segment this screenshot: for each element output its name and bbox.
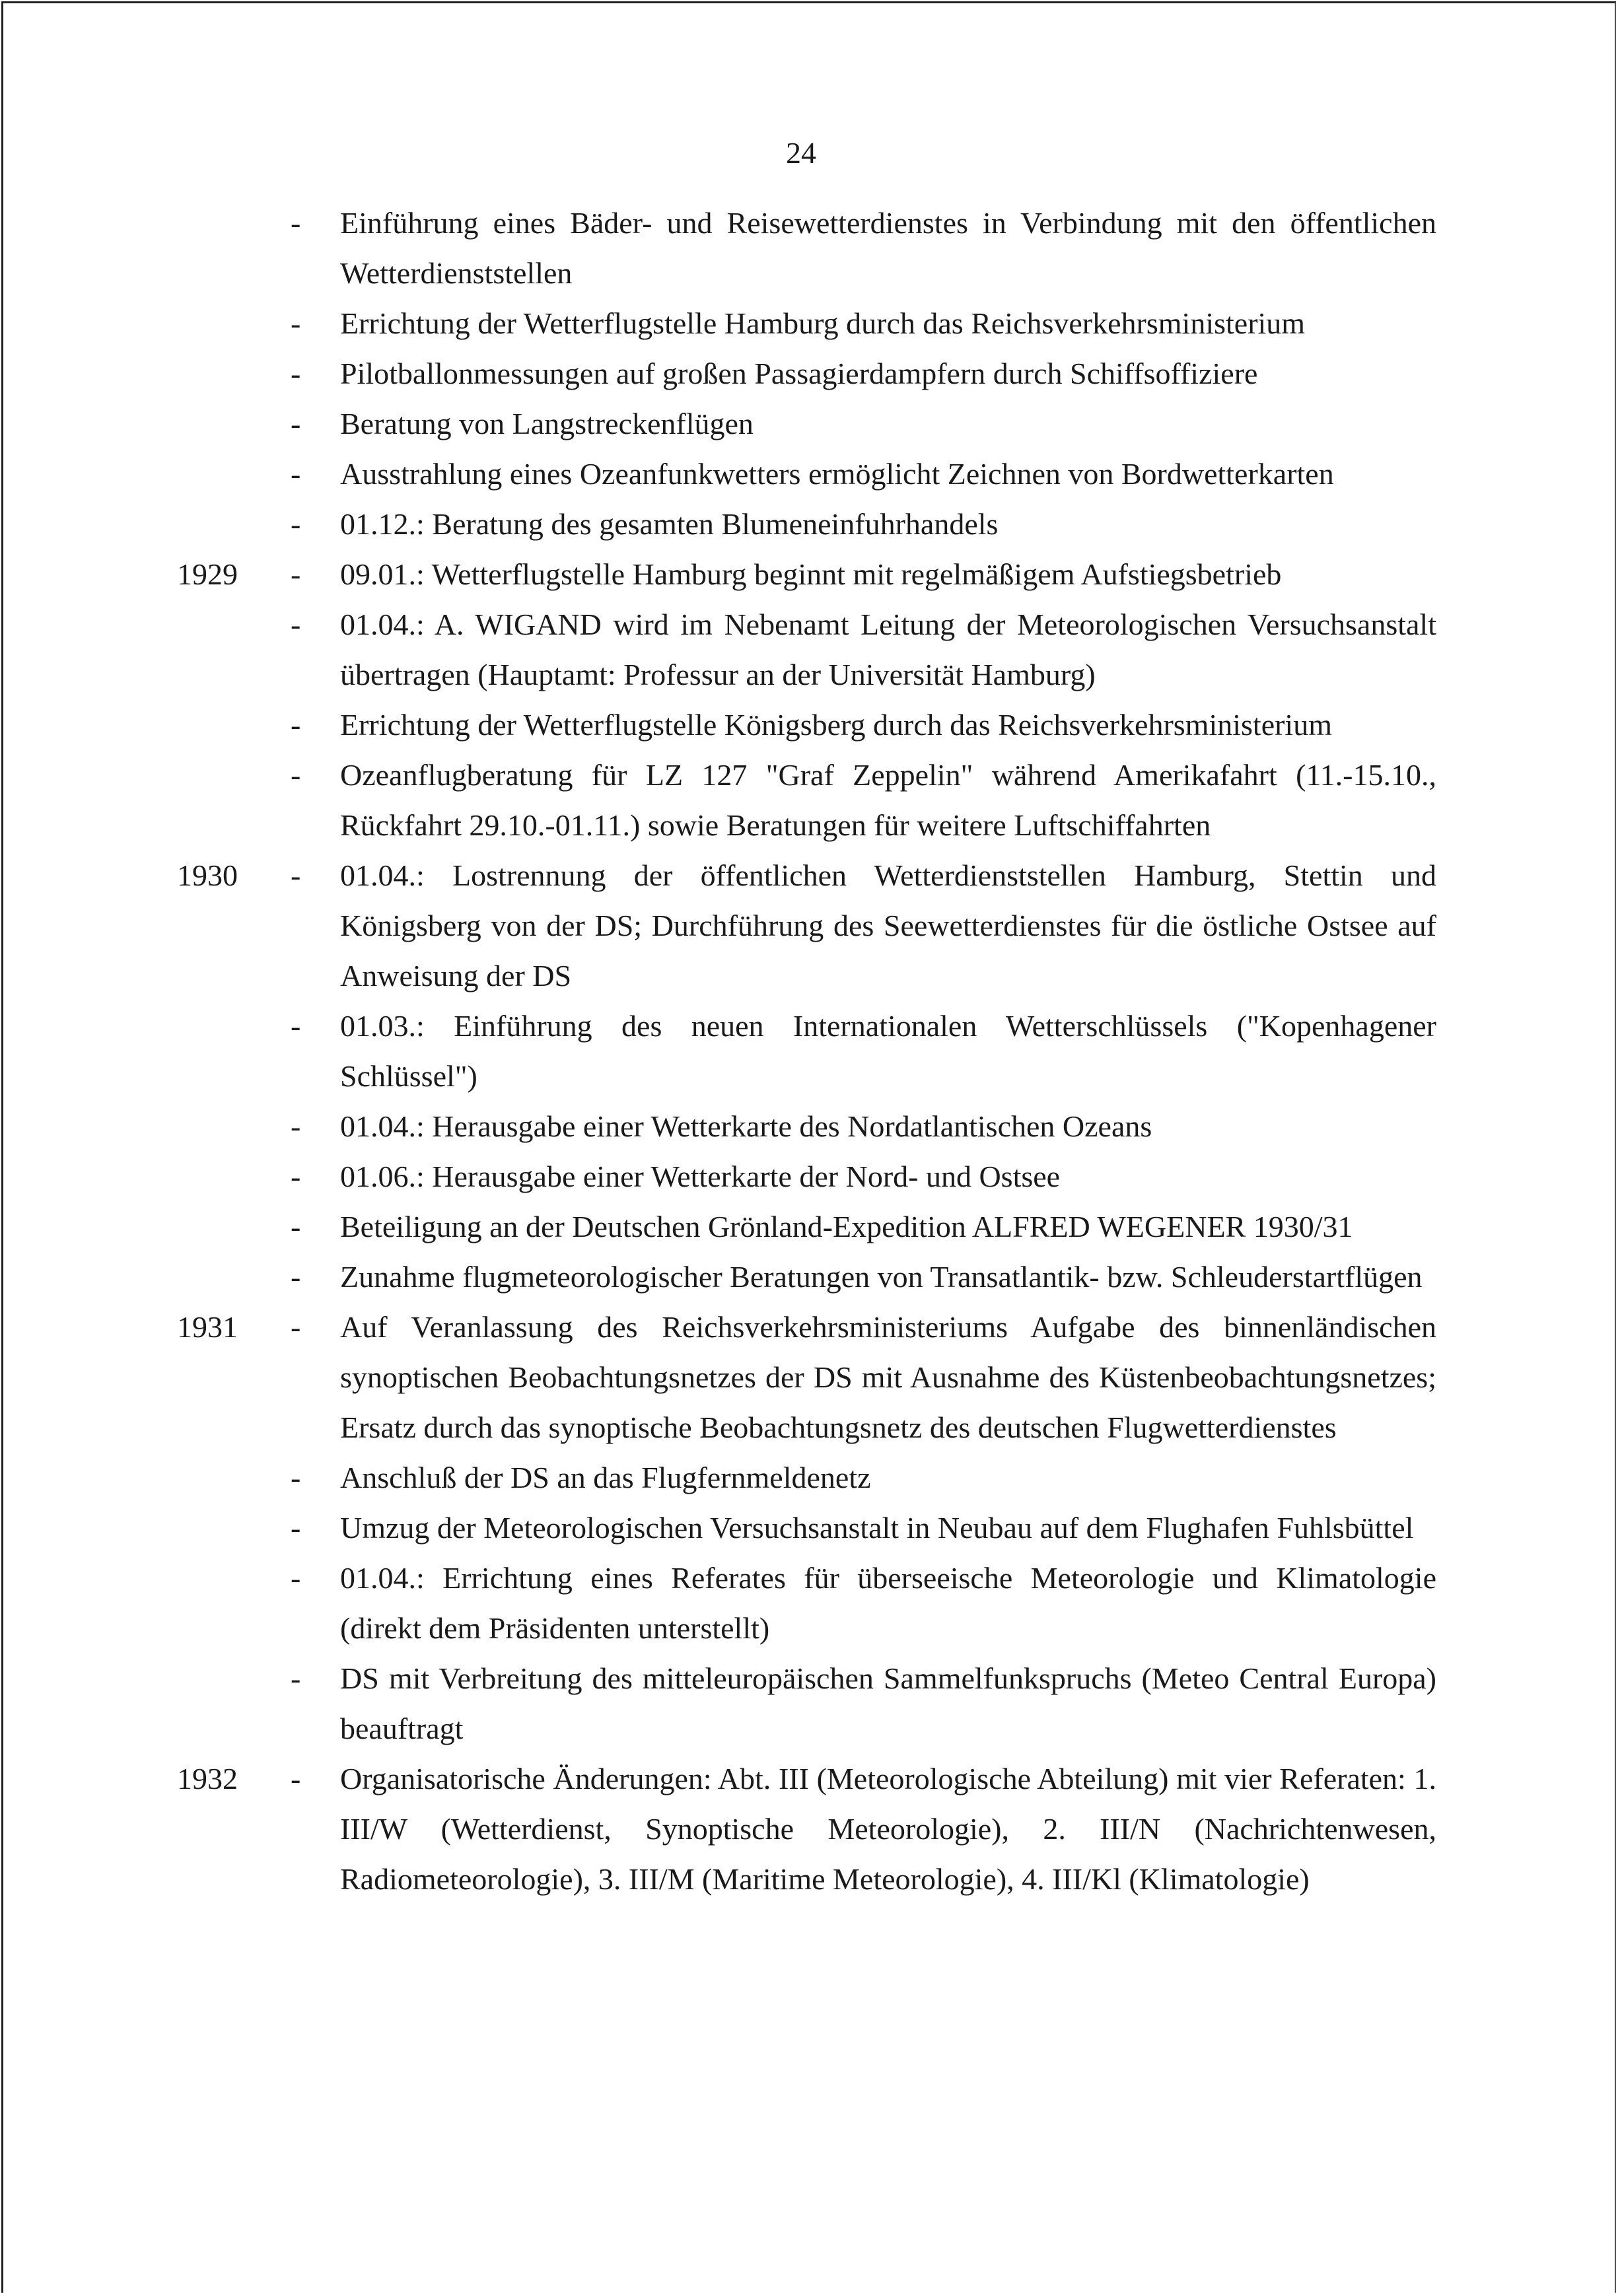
entry-dash: - bbox=[291, 1511, 301, 1545]
entry-year: 1931 bbox=[177, 1310, 238, 1344]
chronology-entry bbox=[0, 851, 1620, 1001]
entry-text: 01.12.: Beratung des gesamten Blumeneinfuhrhandels bbox=[340, 507, 999, 541]
entry-dash: - bbox=[291, 1561, 301, 1595]
entry-text: Ozeanflugberatung für LZ 127 "Graf Zeppelin" während Amerikafahrt (11.-15.10., Rückfahrt 29.10.-01.11.) sowie Beratungen für weitere Luftschiffahrten bbox=[340, 758, 1436, 842]
chronology-entry bbox=[0, 298, 1620, 349]
entry-year: 1929 bbox=[177, 557, 238, 591]
entry-dash: - bbox=[291, 357, 301, 390]
page-number: 24 bbox=[786, 136, 816, 170]
entry-text: 01.04.: Lostrennung der öffentlichen Wetterdienststellen Hamburg, Stettin und Königsberg von der DS; Durchführung des Seewetterdienstes für die östliche Ostsee auf Anweisung der DS bbox=[340, 858, 1436, 992]
entry-text: Errichtung der Wetterflugstelle Königsberg durch das Reichsverkehrsministerium bbox=[340, 708, 1332, 742]
entry-dash: - bbox=[291, 306, 301, 340]
chronology-entry bbox=[0, 1553, 1620, 1653]
entry-text: Errichtung der Wetterflugstelle Hamburg durch das Reichsverkehrsministerium bbox=[340, 306, 1306, 340]
entry-dash: - bbox=[291, 708, 301, 742]
entry-dash: - bbox=[291, 1109, 301, 1143]
chronology-entry bbox=[0, 449, 1620, 499]
chronology-entry bbox=[0, 1152, 1620, 1202]
entry-text: Beratung von Langstreckenflügen bbox=[340, 407, 754, 440]
entry-text: 01.04.: Herausgabe einer Wetterkarte des Nordatlantischen Ozeans bbox=[340, 1109, 1152, 1143]
entry-dash: - bbox=[291, 1762, 301, 1795]
chronology-entry bbox=[0, 1653, 1620, 1754]
entry-dash: - bbox=[291, 507, 301, 541]
entry-dash: - bbox=[291, 1160, 301, 1193]
entry-dash: - bbox=[291, 758, 301, 792]
entry-dash: - bbox=[291, 1661, 301, 1695]
chronology-entry bbox=[0, 549, 1620, 600]
chronology-entry bbox=[0, 700, 1620, 750]
entry-dash: - bbox=[291, 1260, 301, 1294]
entry-dash: - bbox=[291, 557, 301, 591]
entry-text: Umzug der Meteorologischen Versuchsanstalt in Neubau auf dem Flughafen Fuhlsbüttel bbox=[340, 1511, 1414, 1545]
entry-text: Einführung eines Bäder- und Reisewetterdienstes in Verbindung mit den öffentlichen Wetterdienststellen bbox=[340, 206, 1436, 290]
entry-text: Zunahme flugmeteorologischer Beratungen von Transatlantik- bzw. Schleuderstartflügen bbox=[340, 1260, 1423, 1294]
entry-dash: - bbox=[291, 608, 301, 641]
chronology-entry bbox=[0, 399, 1620, 449]
chronology-entry bbox=[0, 198, 1620, 298]
entry-dash: - bbox=[291, 1210, 301, 1243]
chronology-entry bbox=[0, 1453, 1620, 1503]
entry-dash: - bbox=[291, 1461, 301, 1494]
chronology-entry bbox=[0, 1252, 1620, 1302]
entry-year: 1932 bbox=[177, 1762, 238, 1795]
entry-dash: - bbox=[291, 407, 301, 440]
chronology-entry bbox=[0, 1202, 1620, 1252]
entry-text: Organisatorische Änderungen: Abt. III (Meteorologische Abteilung) mit vier Referaten: 1. III/W (Wetterdienst, Synoptische Meteorologie), 2. III/N (Nachrichtenwesen, Radiometeorologie), 3. III/M (Maritime Meteorologie), 4. III/Kl (Klimatologie) bbox=[340, 1762, 1436, 1896]
entry-dash: - bbox=[291, 1310, 301, 1344]
chronology-list bbox=[0, 198, 1620, 1904]
entry-text: 01.04.: A. WIGAND wird im Nebenamt Leitung der Meteorologischen Versuchsanstalt übertragen (Hauptamt: Professur an der Universität Hamburg) bbox=[340, 608, 1436, 691]
chronology-entry bbox=[0, 1503, 1620, 1553]
entry-text: Ausstrahlung eines Ozeanfunkwetters ermöglicht Zeichnen von Bordwetterkarten bbox=[340, 457, 1334, 491]
entry-text: 01.03.: Einführung des neuen Internationalen Wetterschlüssels ("Kopenhagener Schlüssel") bbox=[340, 1009, 1436, 1093]
entry-text: Beteiligung an der Deutschen Grönland-Expedition ALFRED WEGENER 1930/31 bbox=[340, 1210, 1353, 1243]
entry-dash: - bbox=[291, 1009, 301, 1043]
entry-dash: - bbox=[291, 206, 301, 240]
entry-dash: - bbox=[291, 457, 301, 491]
chronology-entry bbox=[0, 499, 1620, 549]
entry-text: Pilotballonmessungen auf großen Passagierdampfern durch Schiffsoffiziere bbox=[340, 357, 1258, 390]
entry-text: 09.01.: Wetterflugstelle Hamburg beginnt mit regelmäßigem Aufstiegsbetrieb bbox=[340, 557, 1282, 591]
chronology-entry bbox=[0, 1001, 1620, 1101]
entry-text: 01.04.: Errichtung eines Referates für überseeische Meteorologie und Klimatologie (direkt dem Präsidenten unterstellt) bbox=[340, 1561, 1436, 1645]
entry-dash: - bbox=[291, 858, 301, 892]
entry-year: 1930 bbox=[177, 858, 238, 892]
entry-text: 01.06.: Herausgabe einer Wetterkarte der Nord- und Ostsee bbox=[340, 1160, 1061, 1193]
chronology-entry bbox=[0, 750, 1620, 851]
entry-text: Anschluß der DS an das Flugfernmeldenetz bbox=[340, 1461, 871, 1494]
entry-text: DS mit Verbreitung des mitteleuropäischen Sammelfunkspruchs (Meteo Central Europa) beauftragt bbox=[340, 1661, 1436, 1745]
chronology-entry bbox=[0, 349, 1620, 399]
chronology-entry bbox=[0, 1754, 1620, 1904]
chronology-entry bbox=[0, 1101, 1620, 1152]
chronology-entry bbox=[0, 600, 1620, 700]
chronology-entry bbox=[0, 1302, 1620, 1453]
entry-text: Auf Veranlassung des Reichsverkehrsministeriums Aufgabe des binnenländischen synoptischen Beobachtungsnetzes der DS mit Ausnahme des Küstenbeobachtungsnetzes; Ersatz durch das synoptische Beobachtungsnetz des deutschen Flugwetterdienstes bbox=[340, 1310, 1436, 1444]
